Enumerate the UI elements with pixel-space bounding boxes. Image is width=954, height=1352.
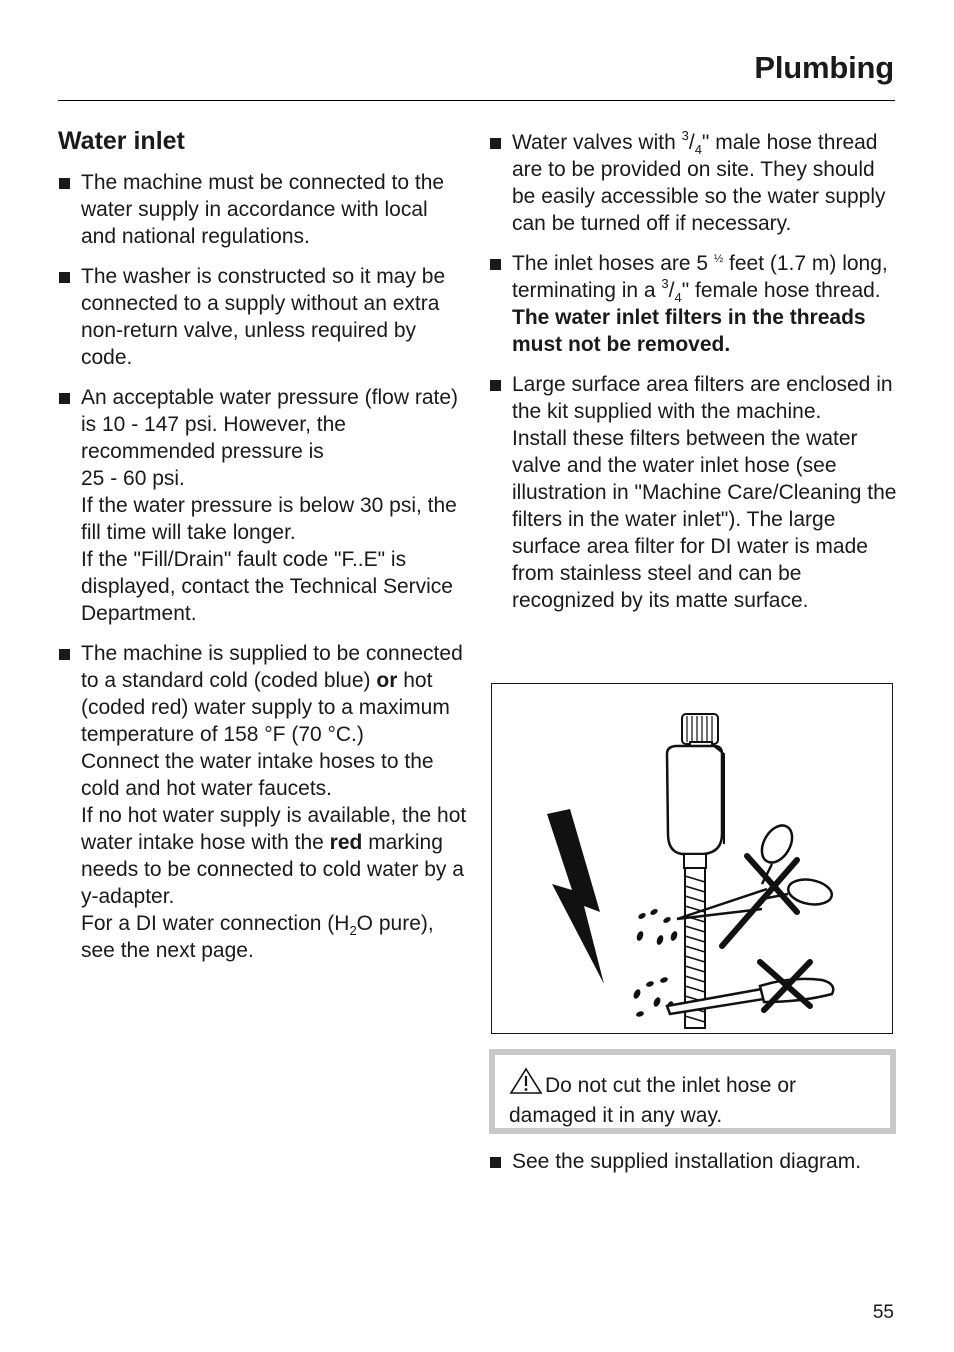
di-water-note: For a DI water connection ($H_2O$ pure), see the next page. bbox=[81, 912, 434, 962]
header-rule bbox=[58, 100, 895, 101]
bullet-icon bbox=[490, 259, 501, 270]
valve-text: Water valves with $^3/_4$" male hose thread are to be provided on site. They should be easily accessible so the water supply can be turned off if necessary. bbox=[512, 128, 886, 235]
list-item-text: The washer is constructed so it may be connected to a supply without an extra non-return valve, unless required by code. bbox=[81, 265, 446, 369]
hose-text: The inlet hoses are 5 $^{\frac{1}{2}}$ feet (1.7 m) long, terminating in a $^3/_4$" female hose thread. The water inlet filters in the threads must not be removed. bbox=[512, 252, 888, 356]
left-column bbox=[58, 124, 468, 977]
warning-triangle-icon bbox=[509, 1067, 543, 1102]
page-number: 55 bbox=[872, 1302, 894, 1323]
right-column bbox=[489, 129, 899, 627]
bullet-icon bbox=[490, 380, 501, 391]
list-item bbox=[58, 640, 468, 964]
pressure-note: If the water pressure is below 30 psi, the fill time will take longer. bbox=[81, 494, 457, 544]
supply-text: The machine is supplied to be connected to a standard cold (coded blue) or hot (coded red) water supply to a maximum temperature of 158 °F (70 °C.) bbox=[81, 642, 463, 746]
bullet-icon bbox=[59, 649, 70, 660]
lightning-icon bbox=[547, 809, 604, 984]
pressure-range: 25 - 60 psi. bbox=[81, 467, 185, 490]
warning-text: Do not cut the inlet hose or damaged it in any way. bbox=[509, 1074, 796, 1127]
list-item bbox=[489, 371, 899, 614]
bullet-icon bbox=[490, 1157, 501, 1168]
fault-code-note: If the "Fill/Drain" fault code "F..E" is displayed, contact the Technical Service Department. bbox=[81, 548, 453, 625]
bullet-icon bbox=[490, 138, 501, 149]
section-heading: Water inlet bbox=[58, 127, 185, 155]
warning-box bbox=[489, 1049, 896, 1134]
list-item bbox=[58, 263, 468, 371]
list-item-text: See the supplied installation diagram. bbox=[512, 1150, 862, 1173]
filters-text: Large surface area filters are enclosed in the kit supplied with the machine. bbox=[512, 373, 893, 423]
red-emphasis: red bbox=[329, 831, 363, 854]
list-item-text: The machine must be connected to the water supply in accordance with local and national regulations. bbox=[81, 171, 445, 248]
list-item bbox=[489, 129, 899, 237]
bullet-icon bbox=[59, 393, 70, 404]
water-drops-icon bbox=[632, 908, 678, 1018]
bullet-icon bbox=[59, 272, 70, 283]
y-adapter-note: If no hot water supply is available, the hot water intake hose with the red marking needs to be connected to cold water by a y-adapter. bbox=[81, 804, 467, 908]
bullet-icon bbox=[59, 178, 70, 189]
filters-install-text: Install these filters between the water valve and the water inlet hose (see illustration in "Machine Care/Cleaning the filters in the water inlet"). The large surface area filter for DI water is made from stainless steel and can be recognized by its matte surface. bbox=[512, 427, 897, 612]
list-item bbox=[489, 250, 899, 358]
list-item bbox=[58, 169, 468, 250]
warning-inner bbox=[495, 1055, 890, 1128]
faucet-note: Connect the water intake hoses to the cold and hot water faucets. bbox=[81, 750, 434, 800]
page-title: Plumbing bbox=[754, 50, 894, 85]
list-item bbox=[58, 384, 468, 627]
filter-warning: The water inlet filters in the threads must not be removed. bbox=[512, 306, 866, 356]
hose-cut-warning-image bbox=[492, 684, 891, 1032]
or-emphasis: or bbox=[376, 669, 398, 692]
pressure-text: An acceptable water pressure (flow rate) is 10 - 147 psi. However, the recommended pressure is bbox=[81, 386, 459, 463]
list-item bbox=[489, 1148, 932, 1175]
hose-illustration bbox=[491, 683, 893, 1034]
